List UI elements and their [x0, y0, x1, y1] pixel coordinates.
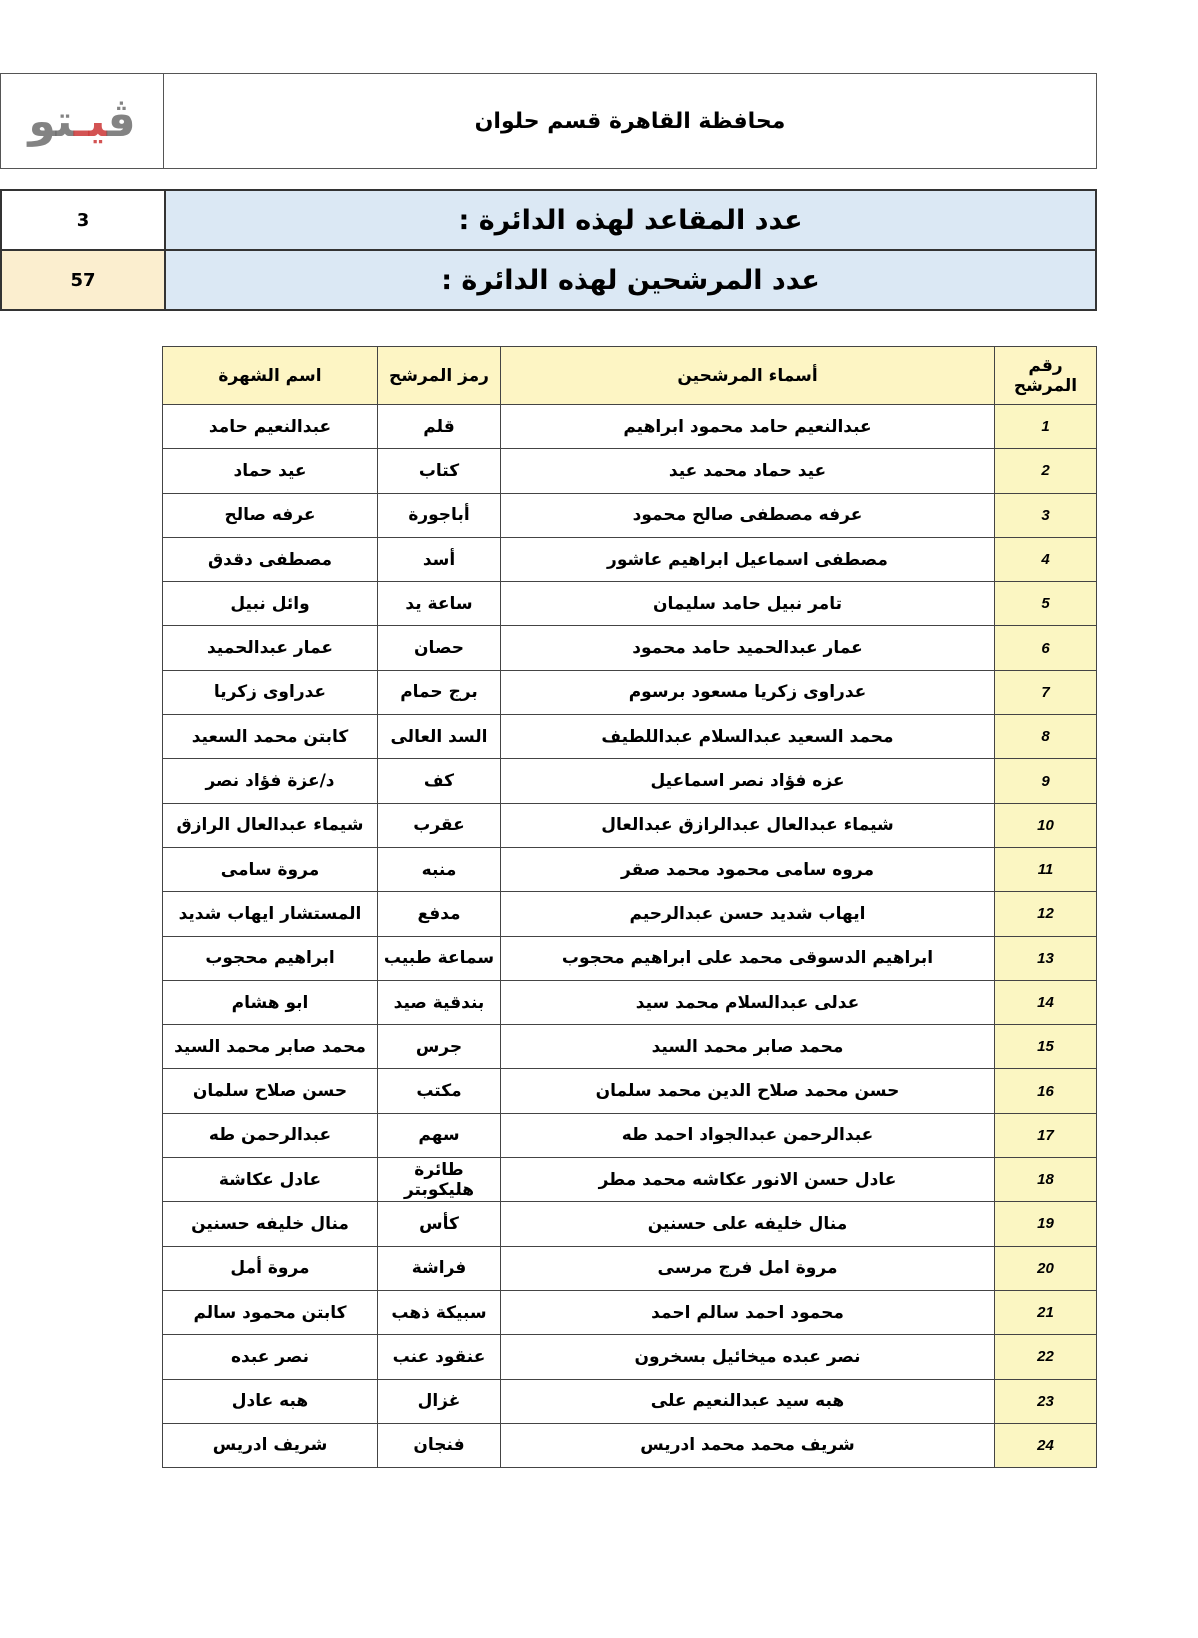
fame-cell: منال خليفه حسنين — [163, 1202, 378, 1246]
table-row — [163, 759, 1097, 803]
number-cell: 6 — [995, 626, 1097, 670]
table-row — [163, 405, 1097, 449]
name-cell: عمار عبدالحميد حامد محمود — [501, 626, 995, 670]
fame-cell: كابتن محمود سالم — [163, 1290, 378, 1334]
number-cell: 11 — [995, 847, 1097, 891]
fame-cell: عادل عكاشة — [163, 1158, 378, 1202]
table-row — [163, 803, 1097, 847]
number-cell: 8 — [995, 715, 1097, 759]
district-title-box — [0, 73, 1097, 169]
symbol-cell: كتاب — [378, 449, 501, 493]
number-cell: 10 — [995, 803, 1097, 847]
title-empty-cell — [1, 74, 164, 168]
symbol-cell: سهم — [378, 1113, 501, 1157]
symbol-cell: سماعة طبيب — [378, 936, 501, 980]
header-name: أسماء المرشحين — [501, 347, 995, 405]
fame-cell: ابراهيم محجوب — [163, 936, 378, 980]
fame-cell: مروة سامى — [163, 847, 378, 891]
table-row — [163, 582, 1097, 626]
name-cell: محمود احمد سالم احمد — [501, 1290, 995, 1334]
vito-watermark-logo: ڤيـتو — [28, 95, 136, 147]
symbol-cell: برج حمام — [378, 670, 501, 714]
fame-cell: عبدالرحمن طه — [163, 1113, 378, 1157]
name-cell: هبه سيد عبدالنعيم على — [501, 1379, 995, 1423]
table-row — [163, 1379, 1097, 1423]
symbol-cell: عنقود عنب — [378, 1335, 501, 1379]
header-symbol: رمز المرشح — [378, 347, 501, 405]
table-row — [163, 1335, 1097, 1379]
symbol-cell: السد العالى — [378, 715, 501, 759]
number-cell: 18 — [995, 1158, 1097, 1202]
candidates-table — [162, 346, 1097, 1468]
name-cell: منال خليفه على حسنين — [501, 1202, 995, 1246]
symbol-cell: جرس — [378, 1025, 501, 1069]
symbol-cell: فراشة — [378, 1246, 501, 1290]
table-row — [163, 847, 1097, 891]
name-cell: حسن محمد صلاح الدين محمد سلمان — [501, 1069, 995, 1113]
fame-cell: المستشار ايهاب شديد — [163, 892, 378, 936]
name-cell: عادل حسن الانور عكاشه محمد مطر — [501, 1158, 995, 1202]
symbol-cell: قلم — [378, 405, 501, 449]
number-cell: 21 — [995, 1290, 1097, 1334]
number-cell: 20 — [995, 1246, 1097, 1290]
number-cell: 17 — [995, 1113, 1097, 1157]
symbol-cell: مكتب — [378, 1069, 501, 1113]
candidates-count-row — [2, 249, 1095, 309]
fame-cell: مصطفى دقدق — [163, 537, 378, 581]
fame-cell: عرفه صالح — [163, 493, 378, 537]
header-fame: اسم الشهرة — [163, 347, 378, 405]
name-cell: مصطفى اسماعيل ابراهيم عاشور — [501, 537, 995, 581]
table-row — [163, 980, 1097, 1024]
candidates-count-value: 57 — [2, 251, 166, 309]
fame-cell: نصر عبده — [163, 1335, 378, 1379]
number-cell: 1 — [995, 405, 1097, 449]
table-row — [163, 670, 1097, 714]
name-cell: عرفه مصطفى صالح محمود — [501, 493, 995, 537]
fame-cell: شيماء عبدالعال الرازق — [163, 803, 378, 847]
symbol-cell: حصان — [378, 626, 501, 670]
number-cell: 23 — [995, 1379, 1097, 1423]
name-cell: عبدالنعيم حامد محمود ابراهيم — [501, 405, 995, 449]
number-cell: 5 — [995, 582, 1097, 626]
fame-cell: هبه عادل — [163, 1379, 378, 1423]
table-row — [163, 1113, 1097, 1157]
number-cell: 16 — [995, 1069, 1097, 1113]
table-row — [163, 1202, 1097, 1246]
table-row — [163, 537, 1097, 581]
fame-cell: محمد صابر محمد السيد — [163, 1025, 378, 1069]
name-cell: عيد حماد محمد عيد — [501, 449, 995, 493]
number-cell: 14 — [995, 980, 1097, 1024]
number-cell: 22 — [995, 1335, 1097, 1379]
symbol-cell: طائرة هليكوبتر — [378, 1158, 501, 1202]
district-stats — [0, 189, 1097, 311]
name-cell: عدراوى زكريا مسعود برسوم — [501, 670, 995, 714]
table-row — [163, 626, 1097, 670]
table-row — [163, 1158, 1097, 1202]
symbol-cell: أسد — [378, 537, 501, 581]
seats-row — [2, 191, 1095, 249]
table-header-row — [163, 347, 1097, 405]
number-cell: 24 — [995, 1423, 1097, 1467]
fame-cell: ابو هشام — [163, 980, 378, 1024]
table-row — [163, 493, 1097, 537]
name-cell: نصر عبده ميخائيل بسخرون — [501, 1335, 995, 1379]
name-cell: ايهاب شديد حسن عبدالرحيم — [501, 892, 995, 936]
name-cell: عدلى عبدالسلام محمد سيد — [501, 980, 995, 1024]
name-cell: مروه سامى محمود محمد صقر — [501, 847, 995, 891]
name-cell: ابراهيم الدسوقى محمد على ابراهيم محجوب — [501, 936, 995, 980]
name-cell: شريف محمد محمد ادريس — [501, 1423, 995, 1467]
number-cell: 13 — [995, 936, 1097, 980]
header-number: رقم المرشح — [995, 347, 1097, 405]
name-cell: عبدالرحمن عبدالجواد احمد طه — [501, 1113, 995, 1157]
table-row — [163, 1025, 1097, 1069]
name-cell: عزه فؤاد نصر اسماعيل — [501, 759, 995, 803]
symbol-cell: ساعة يد — [378, 582, 501, 626]
number-cell: 2 — [995, 449, 1097, 493]
fame-cell: عدراوى زكريا — [163, 670, 378, 714]
fame-cell: شريف ادريس — [163, 1423, 378, 1467]
name-cell: محمد السعيد عبدالسلام عبداللطيف — [501, 715, 995, 759]
table-row — [163, 715, 1097, 759]
number-cell: 15 — [995, 1025, 1097, 1069]
number-cell: 9 — [995, 759, 1097, 803]
number-cell: 12 — [995, 892, 1097, 936]
fame-cell: حسن صلاح سلمان — [163, 1069, 378, 1113]
number-cell: 4 — [995, 537, 1097, 581]
table-row — [163, 936, 1097, 980]
table-row — [163, 1246, 1097, 1290]
fame-cell: عمار عبدالحميد — [163, 626, 378, 670]
symbol-cell: غزال — [378, 1379, 501, 1423]
symbol-cell: عقرب — [378, 803, 501, 847]
symbol-cell: سبيكة ذهب — [378, 1290, 501, 1334]
symbol-cell: فنجان — [378, 1423, 501, 1467]
table-row — [163, 449, 1097, 493]
number-cell: 3 — [995, 493, 1097, 537]
symbol-cell: مدفع — [378, 892, 501, 936]
fame-cell: عبدالنعيم حامد — [163, 405, 378, 449]
name-cell: تامر نبيل حامد سليمان — [501, 582, 995, 626]
number-cell: 19 — [995, 1202, 1097, 1246]
fame-cell: عيد حماد — [163, 449, 378, 493]
symbol-cell: أباجورة — [378, 493, 501, 537]
fame-cell: كابتن محمد السعيد — [163, 715, 378, 759]
symbol-cell: بندقية صيد — [378, 980, 501, 1024]
name-cell: شيماء عبدالعال عبدالرازق عبدالعال — [501, 803, 995, 847]
fame-cell: وائل نبيل — [163, 582, 378, 626]
seats-value: 3 — [2, 191, 166, 249]
candidates-count-label: عدد المرشحين لهذه الدائرة : — [166, 251, 1095, 309]
district-title: محافظة القاهرة قسم حلوان — [474, 108, 786, 134]
seats-label: عدد المقاعد لهذه الدائرة : — [166, 191, 1095, 249]
symbol-cell: كأس — [378, 1202, 501, 1246]
table-row — [163, 1069, 1097, 1113]
symbol-cell: كف — [378, 759, 501, 803]
number-cell: 7 — [995, 670, 1097, 714]
name-cell: مروة امل فرج مرسى — [501, 1246, 995, 1290]
fame-cell: مروة أمل — [163, 1246, 378, 1290]
fame-cell: د/عزة فؤاد نصر — [163, 759, 378, 803]
table-row — [163, 1423, 1097, 1467]
symbol-cell: منبه — [378, 847, 501, 891]
table-row — [163, 1290, 1097, 1334]
table-row — [163, 892, 1097, 936]
name-cell: محمد صابر محمد السيد — [501, 1025, 995, 1069]
